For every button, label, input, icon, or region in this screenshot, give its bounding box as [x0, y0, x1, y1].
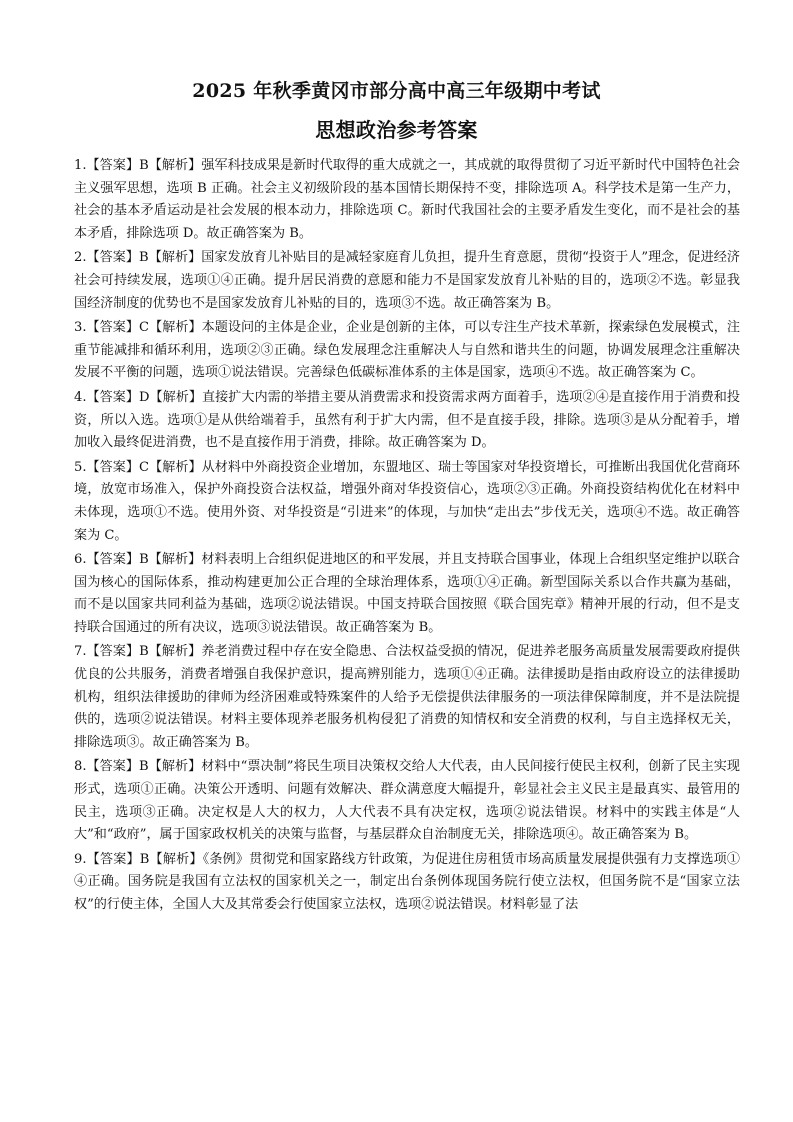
- answer-item-8: 8.【答案】B【解析】材料中“票决制”将民生项目决策权交给人大代表，由人民间接行使民主权利，创新了民主实现形式，选项①正确。决策公开透明、问题有效解决、群众满意度大幅提升，彰显社会主义民主是最真实、最管用的民主，选项③正确。决定权是人大的权力，人大代表不具有决定权，选项②说法错误。材料中的实践主体是“人大”和“政府”，属于国家政权机关的决策与监督，与基层群众自治制度无关，排除选项④。故正确答案为 B。: [74, 759, 740, 843]
- answer-list: [74, 155, 740, 919]
- answer-item-9: 9.【答案】B【解析】《条例》贯彻党和国家路线方针政策，为促进住房租赁市场高质量发展提供强有力支撑选项①④正确。国务院是我国有立法权的国家机关之一，制定出台条例体现国务院行使立法权，但国务院不是“国家立法权”的行使主体，全国人大及其常委会行使国家立法权，选项②说法错误。材料彰显了法: [74, 851, 740, 912]
- page-title: 2025 年秋季黄冈市部分高中高三年级期中考试: [192, 80, 601, 102]
- answer-item-4: 4.【答案】D【解析】直接扩大内需的举措主要从消费需求和投资需求两方面着手，选项②④是直接作用于消费和投资，所以入选。选项①是从供给端着手，虽然有利于扩大内需，但不是直接手段，排除。选项③是从分配着手，增加收入最终促进消费，也不是直接作用于消费，排除。故正确答案为 D。: [74, 389, 740, 451]
- answer-item-5: 5.【答案】C【解析】从材料中外商投资企业增加，东盟地区、瑞士等国家对华投资增长，可推断出我国优化营商环境，放宽市场准入，保护外商投资合法权益，增强外商对华投资信心，选项②③正确。外商投资结构优化在材料中未体现，选项①不选。使用外资、对华投资是“引进来”的体现，与加快“走出去”步伐无关，选项④不选。故正确答案为 C。: [74, 459, 740, 543]
- answer-item-3: 3.【答案】C【解析】本题设问的主体是企业，企业是创新的主体，可以专注生产技术革新，探索绿色发展模式，注重节能减排和循环利用，选项②③正确。绿色发展理念注重解决人与自然和谐共生的问题，协调发展理念注重解决发展不平衡的问题，选项①说法错误。完善绿色低碳标准体系的主体是国家，选项④不选。故正确答案为 C。: [74, 320, 740, 381]
- answer-item-1: 1.【答案】B【解析】强军科技成果是新时代取得的重大成就之一，其成就的取得贯彻了习近平新时代中国特色社会主义强军思想，选项 B 正确。社会主义初级阶段的基本国情长期保持不变，排除选项 A。科学技术是第一生产力，社会的基本矛盾运动是社会发展的根本动力，排除选项 C。新时代我国社会的主要矛盾发生变化，而不是社会的基本矛盾，排除选项 D。故正确答案为 B。: [74, 158, 740, 241]
- answer-item-6: 6.【答案】B【解析】材料表明上合组织促进地区的和平发展，并且支持联合国事业，体现上合组织坚定维护以联合国为核心的国际体系，推动构建更加公正合理的全球治理体系，选项①④正确。新型国际关系以合作共赢为基础，而不是以国家共同利益为基础，选项②说法错误。中国支持联合国按照《联合国宪章》精神开展的行动，但不是支持联合国通过的所有决议，选项③说法错误。故正确答案为 B。: [74, 552, 740, 635]
- answer-item-2: 2.【答案】B【解析】国家发放育儿补贴目的是减轻家庭育儿负担，提升生育意愿，贯彻“投资于人”理念，促进经济社会可持续发展，选项①④正确。提升居民消费的意愿和能力不是国家发放育儿补贴的目的，选项②不选。彰显我国经济制度的优势也不是国家发放育儿补贴的目的，选项③不选。故正确答案为 B。: [74, 250, 740, 311]
- answer-item-7: 7.【答案】B【解析】养老消费过程中存在安全隐患、合法权益受损的情况，促进养老服务高质量发展需要政府提供优良的公共服务，消费者增强自我保护意识，提高辨别能力，选项①④正确。法律援助是指由政府设立的法律援助机构，组织法律援助的律师为经济困难或特殊案件的人给予无偿提供法律服务的一项法律保障制度，并不是法院提供的，选项②说法错误。材料主要体现养老服务机构侵犯了消费的知情权和安全消费的权利，与自主选择权无关，排除选项③。故正确答案为 B。: [74, 644, 740, 750]
- page-subtitle: 思想政治参考答案: [315, 118, 478, 142]
